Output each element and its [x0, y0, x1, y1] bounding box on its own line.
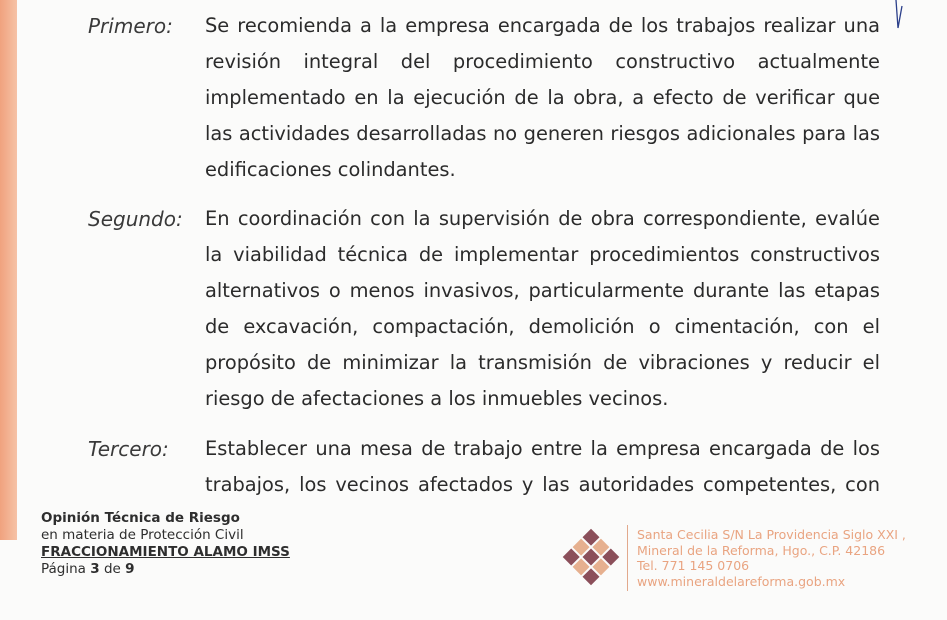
address-line-2: Mineral de la Reforma, Hgo., C.P. 42186: [637, 542, 886, 558]
page-edge-strip: [0, 0, 17, 540]
page-total: 9: [125, 561, 135, 577]
item-text: Establecer una mesa de trabajo entre la empresa encargada de los trabajos, los vecinos afectados y las autoridades competentes, con: [205, 437, 880, 496]
page-mid: de: [103, 561, 121, 577]
contact-info: [637, 527, 937, 589]
municipal-logo-icon: [561, 524, 621, 590]
footer-project: FRACCIONAMIENTO ALAMO IMSS: [41, 544, 290, 560]
page-prefix: Página: [41, 561, 86, 577]
pen-mark-icon: [890, 0, 920, 40]
website-link[interactable]: www.mineraldelareforma.gob.mx: [637, 573, 846, 589]
item-label: Primero:: [88, 14, 173, 38]
footer-title: Opinión Técnica de Riesgo: [41, 510, 240, 526]
footer-subtitle: en materia de Protección Civil: [41, 527, 244, 543]
document-footer: [41, 510, 341, 578]
item-label: Segundo:: [88, 207, 183, 231]
page-current: 3: [90, 561, 100, 577]
phone-number: Tel. 771 145 0706: [637, 558, 750, 573]
item-text: En coordinación con la supervisión de obra correspondiente, evalúe la viabilidad técnica de implementar procedimientos constructivos alternativos o menos invasivos, particularmente durante las etapas de excavación, compactación, demolición o cimentación, con el propósito de minimizar la transmisión de vibraciones y reducir el riesgo de afectaciones a los inmuebles vecinos.: [205, 207, 880, 410]
address-line-1: Santa Cecilia S/N La Providencia Siglo XXI ,: [637, 527, 906, 542]
footer-divider: [627, 525, 628, 591]
item-text: Se recomienda a la empresa encargada de los trabajos realizar una revisión integral del procedimiento constructivo actualmente implementado en la ejecución de la obra, a efecto de verificar que las actividades desarrolladas no generen riesgos adicionales para las edificaciones colindantes.: [205, 14, 880, 181]
item-label: Tercero:: [88, 437, 169, 461]
page-number: [41, 561, 341, 578]
